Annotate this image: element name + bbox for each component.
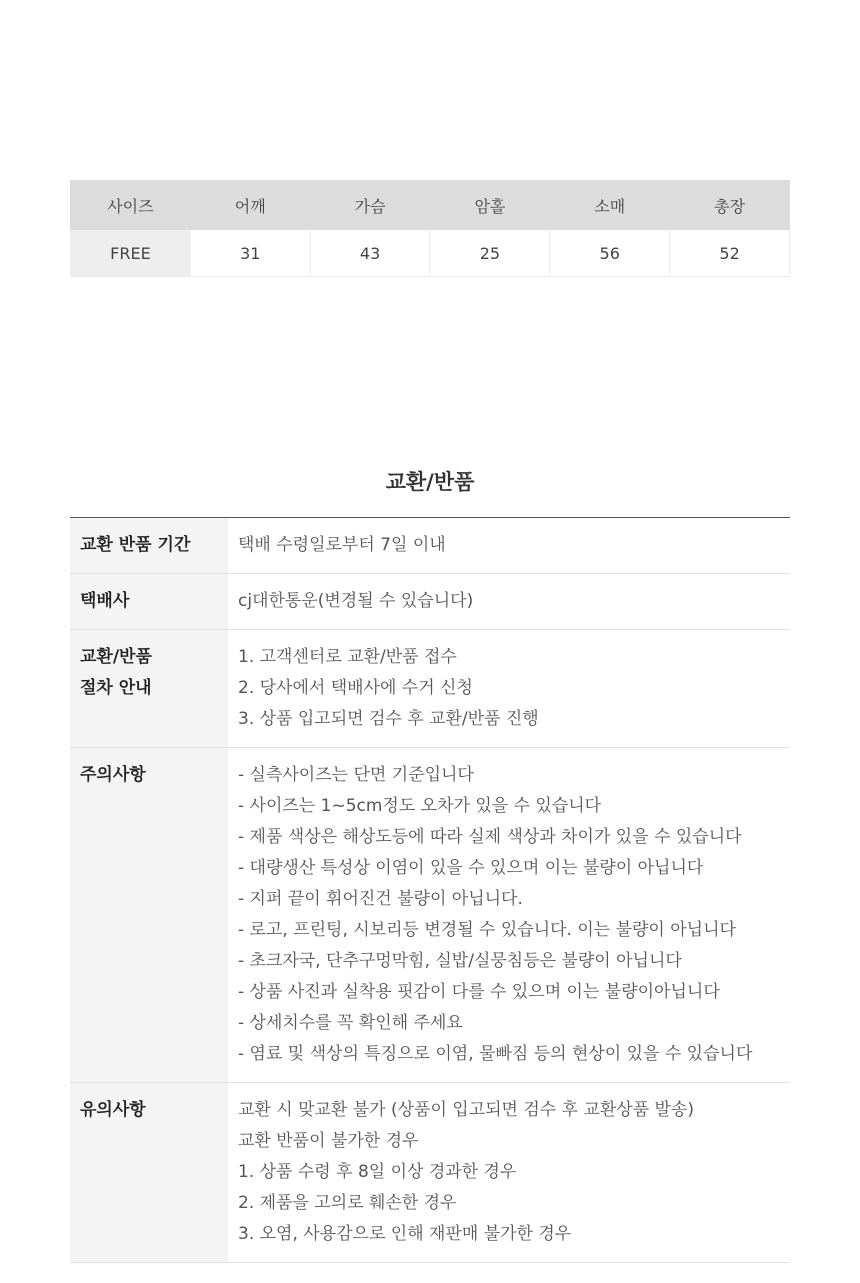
info-content-line: - 대량생산 특성상 이염이 있을 수 있으며 이는 불량이 아닙니다 — [238, 858, 704, 878]
info-content-line: - 지퍼 끝이 휘어진건 불량이 아닙니다. — [238, 889, 523, 909]
info-content-line: 1. 상품 수령 후 8일 이상 경과한 경우 — [238, 1162, 517, 1182]
info-content-line: - 상품 사진과 실착용 핏감이 다를 수 있으며 이는 불량이아닙니다 — [238, 982, 720, 1002]
info-label-line: 택배사 — [80, 591, 130, 611]
info-row-content — [228, 574, 790, 630]
info-content-line: 2. 제품을 고의로 훼손한 경우 — [238, 1193, 457, 1213]
length-value: 52 — [670, 230, 790, 277]
info-row-exchange-period — [70, 518, 790, 574]
info-content-line: 2. 당사에서 택배사에 수거 신청 — [238, 678, 473, 698]
info-content-line: 택배 수령일로부터 7일 이내 — [238, 535, 446, 555]
info-row-notice — [70, 1083, 790, 1263]
info-row-caution — [70, 748, 790, 1083]
info-content-line: - 로고, 프린팅, 시보리등 변경될 수 있습니다. 이는 불량이 아닙니다 — [238, 920, 736, 940]
info-row-label — [70, 748, 228, 1083]
info-row-content — [228, 748, 790, 1083]
info-row-content — [228, 1083, 790, 1263]
size-table-row — [71, 230, 790, 277]
info-content-line: 교환 시 맞교환 불가 (상품이 입고되면 검수 후 교환상품 발송) — [238, 1100, 695, 1120]
info-row-content — [228, 518, 790, 574]
info-content-line: - 사이즈는 1~5cm정도 오차가 있을 수 있습니다 — [238, 796, 602, 816]
header-armhole: 암홀 — [430, 181, 550, 230]
info-label-line: 절차 안내 — [80, 678, 152, 698]
info-content-line: 교환 반품이 불가한 경우 — [238, 1131, 419, 1151]
header-sleeve: 소매 — [550, 181, 670, 230]
return-info-table — [70, 517, 790, 1263]
info-content-line: - 실측사이즈는 단면 기준입니다 — [238, 765, 474, 785]
info-content-line: cj대한통운(변경될 수 있습니다) — [238, 591, 474, 611]
info-label-line: 주의사항 — [80, 765, 146, 785]
info-content-line: 3. 오염, 사용감으로 인해 재판매 불가한 경우 — [238, 1224, 572, 1244]
info-label-line: 교환 반품 기간 — [80, 535, 191, 555]
shoulder-value: 31 — [190, 230, 310, 277]
info-content-line: 1. 고객센터로 교환/반품 접수 — [238, 647, 457, 667]
size-table-header-row — [71, 181, 790, 230]
info-row-procedure — [70, 630, 790, 748]
info-row-label — [70, 518, 228, 574]
info-row-label — [70, 574, 228, 630]
info-content-line: 3. 상품 입고되면 검수 후 교환/반품 진행 — [238, 709, 539, 729]
size-value: FREE — [71, 230, 191, 277]
sleeve-value: 56 — [550, 230, 670, 277]
info-row-label — [70, 1083, 228, 1263]
header-length: 총장 — [670, 181, 790, 230]
chest-value: 43 — [310, 230, 430, 277]
header-shoulder: 어깨 — [190, 181, 310, 230]
info-content-line: - 염료 및 색상의 특징으로 이염, 물빠짐 등의 현상이 있을 수 있습니다 — [238, 1044, 753, 1064]
armhole-value: 25 — [430, 230, 550, 277]
info-label-line: 유의사항 — [80, 1100, 146, 1120]
info-row-label — [70, 630, 228, 748]
header-size: 사이즈 — [71, 181, 191, 230]
size-table — [70, 180, 790, 277]
info-row-courier — [70, 574, 790, 630]
section-title: 교환/반품 — [385, 470, 475, 494]
info-label-line: 교환/반품 — [80, 647, 152, 667]
info-content-line: - 제품 색상은 해상도등에 따라 실제 색상과 차이가 있을 수 있습니다 — [238, 827, 742, 847]
info-content-line: - 초크자국, 단추구멍막힘, 실밥/실뭉침등은 불량이 아닙니다 — [238, 951, 682, 971]
header-chest: 가슴 — [310, 181, 430, 230]
info-row-content — [228, 630, 790, 748]
info-content-line: - 상세치수를 꼭 확인해 주세요 — [238, 1013, 463, 1033]
